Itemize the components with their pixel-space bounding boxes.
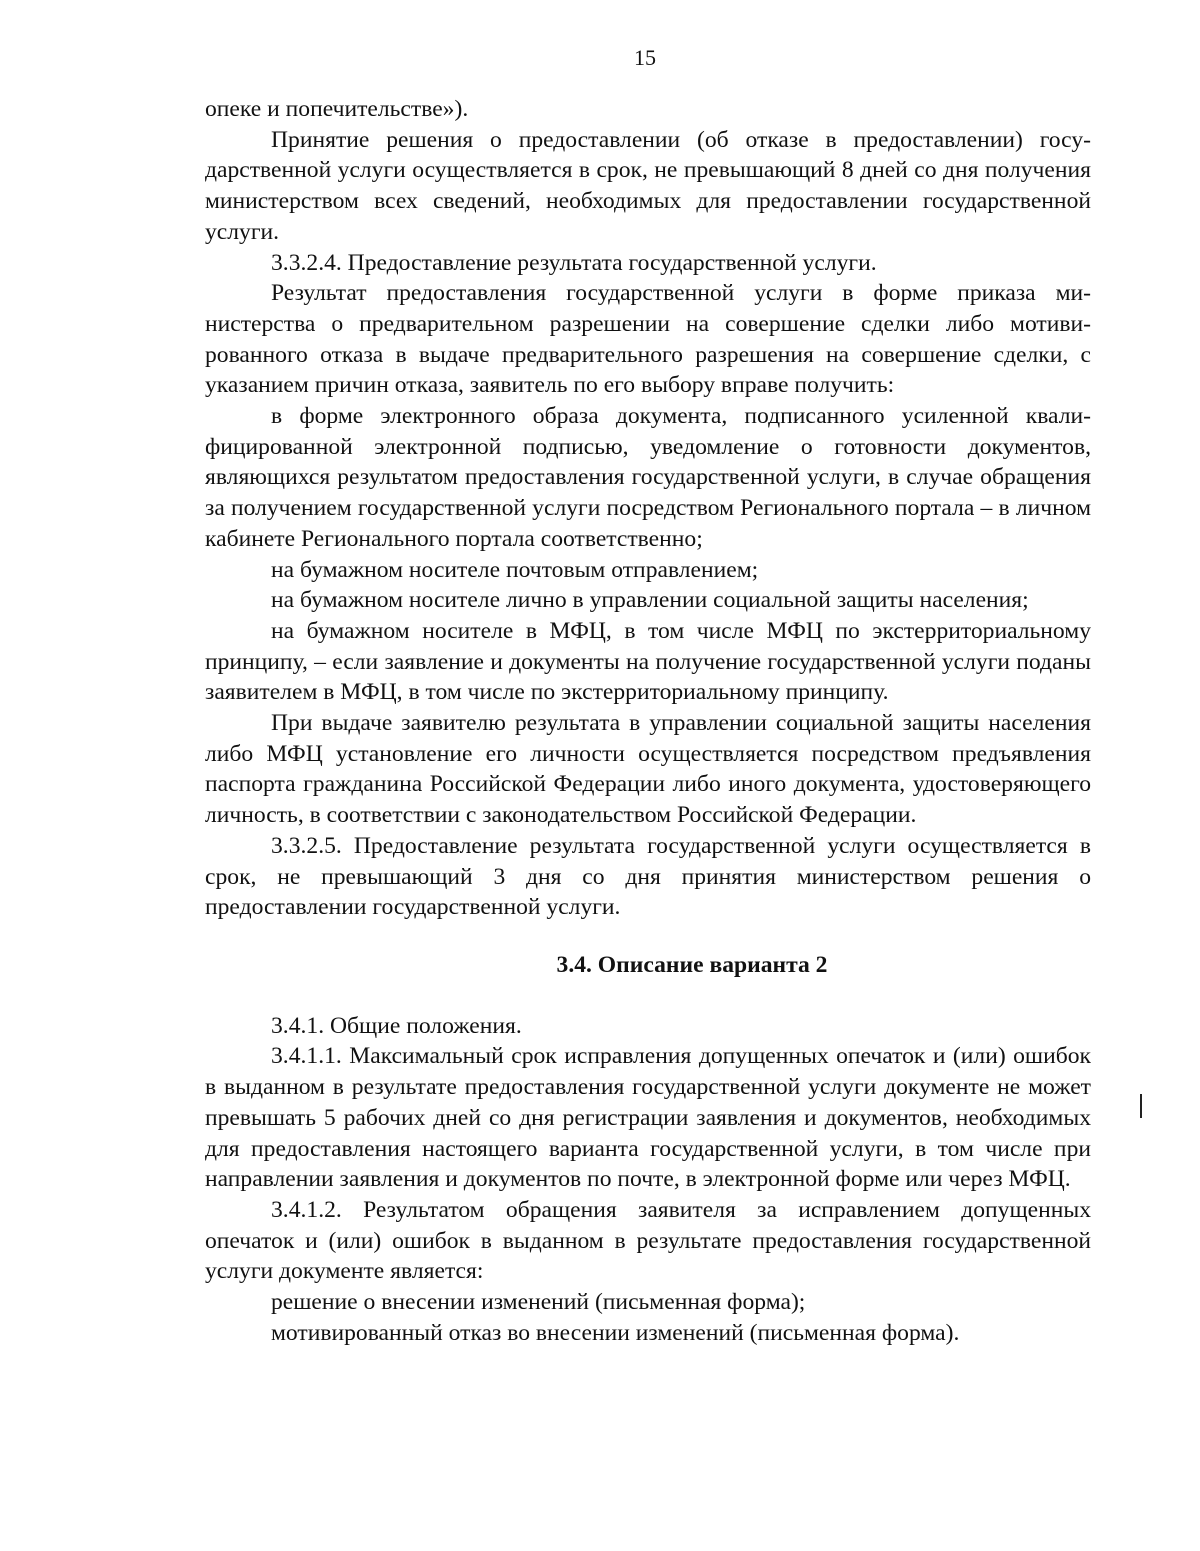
paragraph: Принятие решения о предоставлении (об отказе в предоставлении) государственной услуги осуществляется в срок, не превышающий 8 дней со дня получения министерством всех сведений, необходимых для предоставлении государственной услуги. (205, 126, 1091, 245)
paragraph: 3.3.2.4. Предоставление результата государственной услуги. (271, 249, 877, 276)
spacer (205, 923, 1091, 950)
section-after-heading (205, 1011, 1091, 1349)
spacer (205, 981, 1091, 1011)
paragraph: на бумажном носителе в МФЦ, в том числе МФЦ по экстерриториальному принципу, – если заявление и документы на получение государственной услуги поданы заявителем в МФЦ, в том числе по экстерриториальному принципу. (205, 617, 1091, 706)
section-before-heading (205, 94, 1091, 923)
paragraph: в форме электронного образа документа, подписанного усиленной квалифицированной электронной подписью, уведомление о готовности документов, являющихся результатом предоставления государственной услуги, в случае обращения за получением государственной услуги посредством Регионального портала – в личном кабинете Регионального портала соответственно; (205, 403, 1091, 552)
paragraph: При выдаче заявителю результата в управлении социальной защиты населения либо МФЦ установление его личности осуществляется посредством предъявления паспорта гражданина Российской Федерации либо иного документа, удостоверяющего личность, в соответствии с законодательством Российской Федерации. (205, 710, 1091, 829)
paragraph: 3.3.2.5. Предоставление результата государственной услуги осуществляется в срок, не превышающий 3 дня со дня принятия министерством решения о предоставлении государственной услуги. (205, 832, 1091, 921)
paragraph: 3.4.1. Общие положения. (271, 1012, 522, 1039)
page-number: 15 (634, 45, 656, 70)
paragraph: Результат предоставления государственной услуги в форме приказа министерства о предварительном разрешении на совершение сделки либо мотивированного отказа в выдаче предварительного разрешения на совершение сделки, с указанием причин отказа, заявитель по его выбору вправе получить: (205, 280, 1091, 399)
section-heading: 3.4. Описание варианта 2 (556, 951, 828, 978)
paragraph: на бумажном носителе лично в управлении социальной защиты населения; (271, 587, 1029, 614)
document-body (205, 94, 1091, 1348)
paragraph: 3.4.1.2. Результатом обращения заявителя за исправлением допущенных опечаток и (или) ошибок в выданном в результате предоставления государственной услуги документе является: (205, 1196, 1091, 1285)
paragraph: на бумажном носителе почтовым отправлением; (271, 556, 759, 583)
paragraph: мотивированный отказ во внесении изменений (письменная форма). (271, 1319, 960, 1346)
paragraph: решение о внесении изменений (письменная форма); (271, 1289, 806, 1316)
paragraph: опеке и попечительстве»). (205, 96, 469, 122)
margin-change-bar (1140, 1094, 1142, 1118)
paragraph: 3.4.1.1. Максимальный срок исправления допущенных опечаток и (или) ошибок в выданном в результате предоставления государственной услуги документе не может превышать 5 рабочих дней со дня регистрации заявления и документов, необходимых для предоставления настоящего варианта государственной услуги, в том числе при направлении заявления и документов по почте, в электронной форме или через МФЦ. (205, 1043, 1091, 1193)
